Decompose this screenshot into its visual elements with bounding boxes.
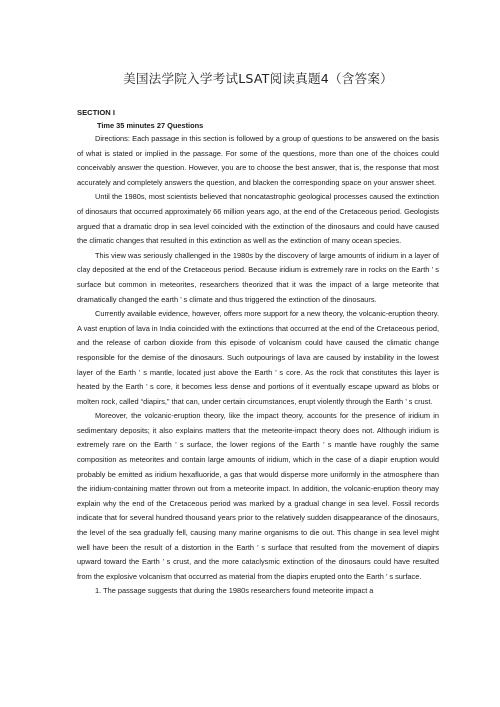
passage-paragraph-4: Moreover, the volcanic-eruption theory, like the impact theory, accounts for the presence of iridium in sedimentary deposits; it also explains matters that the meteorite-impact theory does not. Although iridium is extremely rare on the Earth ’ s surface, the lower regions of the Earth ’ s mantle have roughly the same composition as meteorites and contain large amounts of iridium, which in the case of a diapir eruption would probably be emitted as iridium hexafluoride, a gas that would disperse more uniformly in the atmosphere than the iridium-containing matter thrown out from a meteorite impact. In addition, the volcanic-eruption theory may explain why the end of the Cretaceous period was marked by a gradual change in sea level. Fossil records indicate that for several hundred thousand years prior to the relatively sudden disappearance of the dinosaurs, the level of the sea gradually fell, causing many marine organisms to die out. This change in sea level might well have been the result of a distortion in the Earth ’ s surface that resulted from the movement of diapirs upward toward the Earth ’ s crust, and the more cataclysmic extinction of the dinosaurs could have resulted from the explosive volcanism that occurred as material from the diapirs erupted onto the Earth ’ s surface. xyxy=(77,411,439,581)
directions-paragraph: Directions: Each passage in this section is followed by a group of questions to be answered on the basis of what is stated or implied in the passage. For some of the questions, more than one of the choices could conceivably answer the question. However, you are to choose the best answer, that is, the response that most accurately and completely answers the question, and blacken the corresponding space on your answer sheet. xyxy=(77,134,439,187)
passage-paragraph-3: Currently available evidence, however, offers more support for a new theory, the volcanic-eruption theory. A vast eruption of lava in India coincided with the extinctions that occurred at the end of the Cretaceous period, and the release of carbon dioxide from this episode of volcanism could have caused the climatic change responsible for the demise of the dinosaurs. Such outpourings of lava are caused by instability in the lowest layer of the Earth ’ s mantle, located just above the Earth ’ s core. As the rock that constitutes this layer is heated by the Earth ’ s core, it becomes less dense and portions of it eventually escape upward as blobs or molten rock, called “diapirs,” that can, under certain circumstances, erupt violently through the Earth ’ s crust. xyxy=(77,309,439,406)
section-heading: SECTION I xyxy=(77,108,115,117)
time-limit-line: Time 35 minutes 27 Questions xyxy=(97,121,204,130)
passage-paragraph-2: This view was seriously challenged in the 1980s by the discovery of large amounts of iridium in a layer of clay deposited at the end of the Cretaceous period. Because iridium is extremely rare in rocks on the Earth ’ s surface but common in meteorites, researchers theorized that it was the impact of a large meteorite that dramatically changed the earth ’ s climate and thus triggered the extinction of the dinosaurs. xyxy=(77,250,439,304)
passage-paragraph-1: Until the 1980s, most scientists believed that noncatastrophic geological processes caused the extinction of dinosaurs that occurred approximately 66 million years ago, at the end of the Cretaceous period. Geologists argued that a dramatic drop in sea level coincided with the extinction of the dinosaurs and could have caused the climatic changes that resulted in this extinction as well as the extinction of many ocean species. xyxy=(77,192,439,246)
question-1: 1. The passage suggests that during the 1980s researchers found meteorite impact a xyxy=(95,586,374,596)
document-title: 美国法学院入学考试LSAT阅读真题4（含答案） xyxy=(123,71,393,86)
